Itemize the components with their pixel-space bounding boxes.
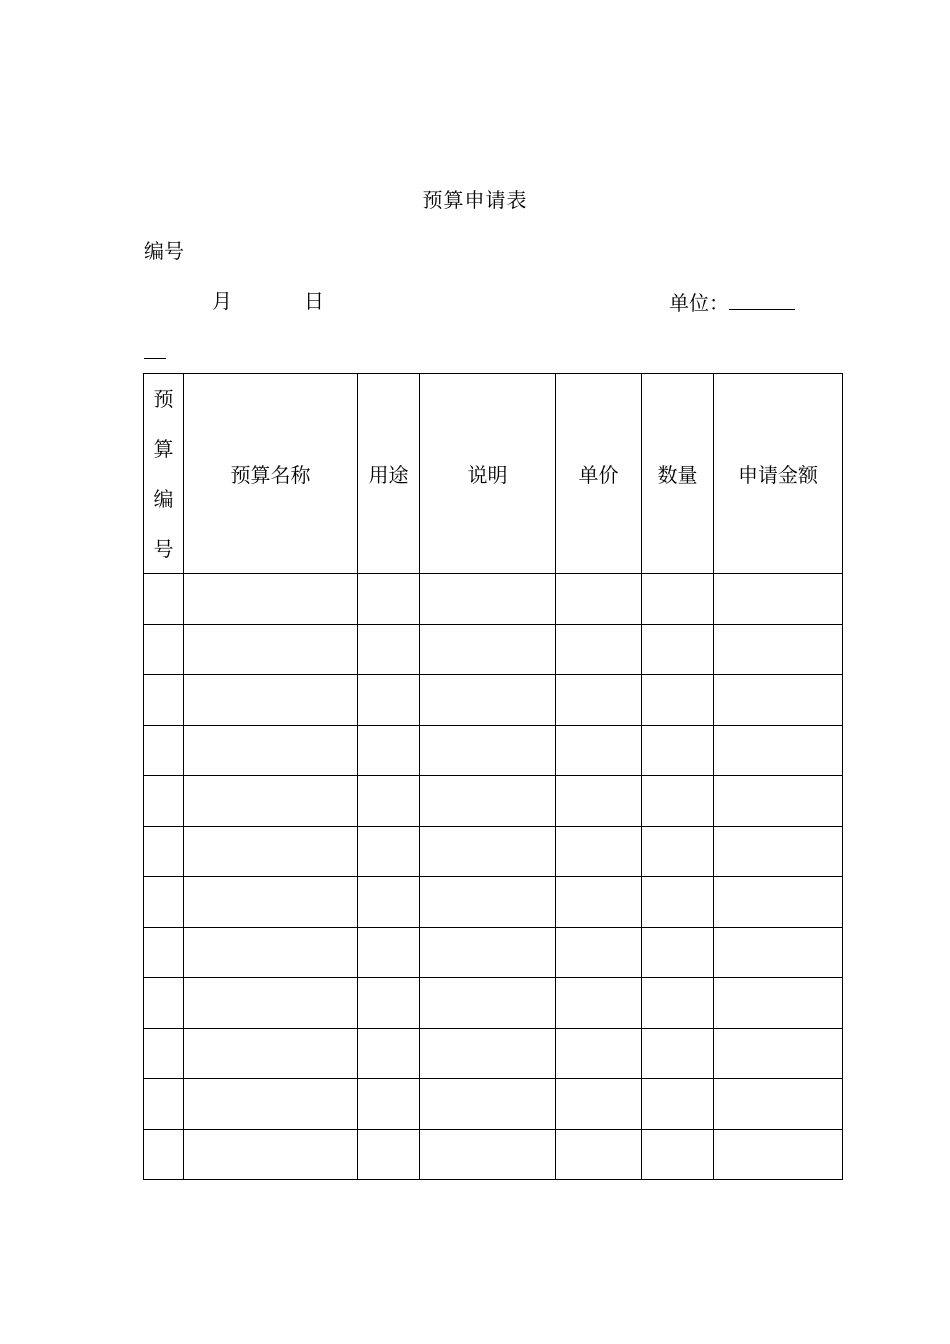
purpose-cell[interactable]: [358, 675, 420, 726]
unit-price-cell[interactable]: [556, 826, 642, 877]
unit-price-cell[interactable]: [556, 1129, 642, 1180]
unit-blank-line: [729, 287, 795, 310]
amount-cell[interactable]: [714, 725, 843, 776]
quantity-cell[interactable]: [642, 574, 714, 625]
description-cell[interactable]: [420, 776, 556, 827]
budget-no-cell[interactable]: [144, 877, 184, 928]
table-row: [144, 1028, 843, 1079]
amount-cell[interactable]: [714, 624, 843, 675]
quantity-cell[interactable]: [642, 624, 714, 675]
budget-no-cell[interactable]: [144, 776, 184, 827]
unit-price-cell[interactable]: [556, 1079, 642, 1130]
quantity-cell[interactable]: [642, 978, 714, 1029]
table-row: [144, 574, 843, 625]
amount-cell[interactable]: [714, 826, 843, 877]
budget-no-cell[interactable]: [144, 978, 184, 1029]
unit-price-cell[interactable]: [556, 877, 642, 928]
amount-cell[interactable]: [714, 1028, 843, 1079]
number-label: 编号: [144, 239, 184, 263]
unit-price-cell[interactable]: [556, 927, 642, 978]
quantity-cell[interactable]: [642, 1028, 714, 1079]
budget-name-cell[interactable]: [184, 877, 358, 928]
budget-no-cell[interactable]: [144, 624, 184, 675]
purpose-cell[interactable]: [358, 574, 420, 625]
purpose-cell[interactable]: [358, 927, 420, 978]
budget-no-cell[interactable]: [144, 1129, 184, 1180]
table-body: [144, 574, 843, 1180]
header-budget-no-char: 算: [153, 436, 174, 461]
quantity-cell[interactable]: [642, 725, 714, 776]
budget-table: [143, 373, 843, 1180]
header-amount: 申请金额: [714, 374, 843, 574]
quantity-cell[interactable]: [642, 675, 714, 726]
purpose-cell[interactable]: [358, 877, 420, 928]
table-header-row: [144, 374, 843, 574]
description-cell[interactable]: [420, 675, 556, 726]
budget-name-cell[interactable]: [184, 927, 358, 978]
budget-name-cell[interactable]: [184, 826, 358, 877]
purpose-cell[interactable]: [358, 725, 420, 776]
table-row: [144, 1129, 843, 1180]
quantity-cell[interactable]: [642, 927, 714, 978]
amount-cell[interactable]: [714, 675, 843, 726]
quantity-cell[interactable]: [642, 1079, 714, 1130]
month-label: 月: [212, 289, 232, 313]
description-cell[interactable]: [420, 725, 556, 776]
purpose-cell[interactable]: [358, 624, 420, 675]
purpose-cell[interactable]: [358, 1028, 420, 1079]
budget-name-cell[interactable]: [184, 675, 358, 726]
unit-price-cell[interactable]: [556, 1028, 642, 1079]
purpose-cell[interactable]: [358, 1129, 420, 1180]
unit-price-cell[interactable]: [556, 675, 642, 726]
budget-no-cell[interactable]: [144, 725, 184, 776]
unit-price-cell[interactable]: [556, 776, 642, 827]
header-budget-no-char: 预: [153, 386, 174, 411]
document-title: 预算申请表: [422, 188, 528, 212]
table-row: [144, 877, 843, 928]
table-row: [144, 978, 843, 1029]
description-cell[interactable]: [420, 624, 556, 675]
budget-name-cell[interactable]: [184, 1028, 358, 1079]
description-cell[interactable]: [420, 1129, 556, 1180]
budget-name-cell[interactable]: [184, 725, 358, 776]
budget-no-cell[interactable]: [144, 1028, 184, 1079]
unit-price-cell[interactable]: [556, 725, 642, 776]
header-quantity: 数量: [642, 374, 714, 574]
budget-name-cell[interactable]: [184, 1079, 358, 1130]
amount-cell[interactable]: [714, 776, 843, 827]
table-row: [144, 725, 843, 776]
table-row: [144, 927, 843, 978]
quantity-cell[interactable]: [642, 776, 714, 827]
quantity-cell[interactable]: [642, 826, 714, 877]
budget-no-cell[interactable]: [144, 826, 184, 877]
table-row: [144, 624, 843, 675]
purpose-cell[interactable]: [358, 826, 420, 877]
budget-name-cell[interactable]: [184, 1129, 358, 1180]
unit-label: 单位：: [669, 291, 729, 315]
budget-name-cell[interactable]: [184, 574, 358, 625]
description-cell[interactable]: [420, 927, 556, 978]
amount-cell[interactable]: [714, 978, 843, 1029]
header-budget-name: 预算名称: [184, 374, 358, 574]
purpose-cell[interactable]: [358, 776, 420, 827]
budget-no-cell[interactable]: [144, 675, 184, 726]
unit-price-cell[interactable]: [556, 978, 642, 1029]
amount-cell[interactable]: [714, 1079, 843, 1130]
description-cell[interactable]: [420, 574, 556, 625]
header-budget-no-char: 编: [153, 486, 174, 511]
budget-no-cell[interactable]: [144, 1079, 184, 1130]
purpose-cell[interactable]: [358, 1079, 420, 1130]
header-purpose: 用途: [358, 374, 420, 574]
unit-price-cell[interactable]: [556, 624, 642, 675]
unit-field: [669, 287, 795, 317]
unit-blank-line-continuation: [144, 358, 166, 359]
budget-name-cell[interactable]: [184, 978, 358, 1029]
table-row: [144, 826, 843, 877]
header-budget-no: [144, 374, 184, 574]
budget-no-cell[interactable]: [144, 927, 184, 978]
header-budget-no-char: 号: [153, 536, 174, 561]
budget-name-cell[interactable]: [184, 776, 358, 827]
description-cell[interactable]: [420, 877, 556, 928]
table-row: [144, 1079, 843, 1130]
purpose-cell[interactable]: [358, 978, 420, 1029]
budget-no-cell[interactable]: [144, 574, 184, 625]
amount-cell[interactable]: [714, 927, 843, 978]
description-cell[interactable]: [420, 1079, 556, 1130]
header-unit-price: 单价: [556, 374, 642, 574]
description-cell[interactable]: [420, 1028, 556, 1079]
amount-cell[interactable]: [714, 574, 843, 625]
amount-cell[interactable]: [714, 877, 843, 928]
quantity-cell[interactable]: [642, 877, 714, 928]
day-label: 日: [304, 289, 324, 313]
quantity-cell[interactable]: [642, 1129, 714, 1180]
description-cell[interactable]: [420, 826, 556, 877]
description-cell[interactable]: [420, 978, 556, 1029]
header-description: 说明: [420, 374, 556, 574]
amount-cell[interactable]: [714, 1129, 843, 1180]
budget-name-cell[interactable]: [184, 624, 358, 675]
table-row: [144, 675, 843, 726]
table-row: [144, 776, 843, 827]
unit-price-cell[interactable]: [556, 574, 642, 625]
